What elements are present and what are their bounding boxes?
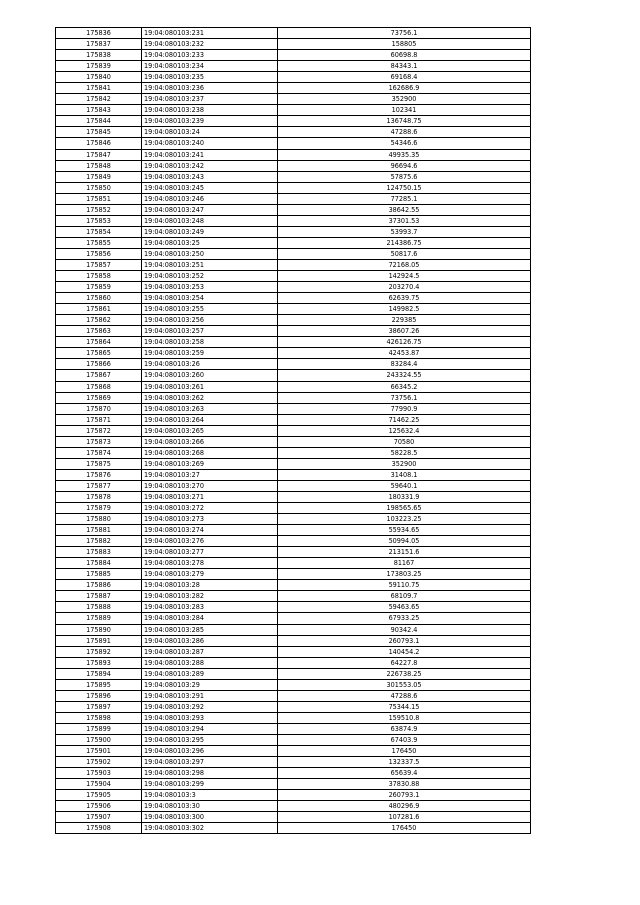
table-row bbox=[56, 812, 531, 823]
cadastral-number-cell: 19:04:080103:271 bbox=[142, 491, 278, 502]
table-row bbox=[56, 28, 531, 39]
cadastral-number-cell: 19:04:080103:24 bbox=[142, 127, 278, 138]
table-row bbox=[56, 193, 531, 204]
value-cell: 125632.4 bbox=[278, 425, 531, 436]
table-row bbox=[56, 315, 531, 326]
cadastral-number-cell: 19:04:080103:284 bbox=[142, 613, 278, 624]
cadastral-number-cell: 19:04:080103:246 bbox=[142, 193, 278, 204]
value-cell: 37830.88 bbox=[278, 779, 531, 790]
cadastral-number-cell: 19:04:080103:3 bbox=[142, 790, 278, 801]
cadastral-number-cell: 19:04:080103:239 bbox=[142, 116, 278, 127]
row-id-cell: 175838 bbox=[56, 50, 142, 61]
value-cell: 159510.8 bbox=[278, 712, 531, 723]
table-row bbox=[56, 801, 531, 812]
table-row bbox=[56, 536, 531, 547]
value-cell: 149982.5 bbox=[278, 304, 531, 315]
value-cell: 107281.6 bbox=[278, 812, 531, 823]
cadastral-number-cell: 19:04:080103:251 bbox=[142, 259, 278, 270]
cadastral-number-cell: 19:04:080103:278 bbox=[142, 558, 278, 569]
value-cell: 180331.9 bbox=[278, 491, 531, 502]
row-id-cell: 175886 bbox=[56, 580, 142, 591]
value-cell: 67403.9 bbox=[278, 735, 531, 746]
value-cell: 214386.75 bbox=[278, 237, 531, 248]
cadastral-number-cell: 19:04:080103:253 bbox=[142, 282, 278, 293]
cadastral-number-cell: 19:04:080103:233 bbox=[142, 50, 278, 61]
data-table bbox=[55, 27, 531, 834]
value-cell: 176450 bbox=[278, 823, 531, 834]
cadastral-number-cell: 19:04:080103:283 bbox=[142, 602, 278, 613]
table-row bbox=[56, 248, 531, 259]
row-id-cell: 175860 bbox=[56, 293, 142, 304]
table-row bbox=[56, 447, 531, 458]
value-cell: 260793.1 bbox=[278, 790, 531, 801]
row-id-cell: 175888 bbox=[56, 602, 142, 613]
row-id-cell: 175907 bbox=[56, 812, 142, 823]
value-cell: 83284.4 bbox=[278, 359, 531, 370]
cadastral-number-cell: 19:04:080103:277 bbox=[142, 547, 278, 558]
value-cell: 72168.05 bbox=[278, 259, 531, 270]
value-cell: 64227.8 bbox=[278, 657, 531, 668]
row-id-cell: 175849 bbox=[56, 171, 142, 182]
value-cell: 77285.1 bbox=[278, 193, 531, 204]
row-id-cell: 175853 bbox=[56, 215, 142, 226]
value-cell: 132337.5 bbox=[278, 757, 531, 768]
row-id-cell: 175862 bbox=[56, 315, 142, 326]
cadastral-number-cell: 19:04:080103:289 bbox=[142, 668, 278, 679]
row-id-cell: 175865 bbox=[56, 348, 142, 359]
row-id-cell: 175904 bbox=[56, 779, 142, 790]
value-cell: 66345.2 bbox=[278, 381, 531, 392]
table-row bbox=[56, 160, 531, 171]
row-id-cell: 175875 bbox=[56, 458, 142, 469]
row-id-cell: 175859 bbox=[56, 282, 142, 293]
value-cell: 352900 bbox=[278, 94, 531, 105]
row-id-cell: 175866 bbox=[56, 359, 142, 370]
row-id-cell: 175839 bbox=[56, 61, 142, 72]
cadastral-number-cell: 19:04:080103:297 bbox=[142, 757, 278, 768]
cadastral-number-cell: 19:04:080103:242 bbox=[142, 160, 278, 171]
value-cell: 53993.7 bbox=[278, 226, 531, 237]
row-id-cell: 175882 bbox=[56, 536, 142, 547]
row-id-cell: 175868 bbox=[56, 381, 142, 392]
table-row bbox=[56, 392, 531, 403]
row-id-cell: 175843 bbox=[56, 105, 142, 116]
value-cell: 49935.35 bbox=[278, 149, 531, 160]
table-row bbox=[56, 282, 531, 293]
table-row bbox=[56, 204, 531, 215]
value-cell: 352900 bbox=[278, 458, 531, 469]
value-cell: 124750.15 bbox=[278, 182, 531, 193]
cadastral-number-cell: 19:04:080103:279 bbox=[142, 569, 278, 580]
value-cell: 38642.55 bbox=[278, 204, 531, 215]
table-row bbox=[56, 182, 531, 193]
row-id-cell: 175857 bbox=[56, 259, 142, 270]
cadastral-number-cell: 19:04:080103:300 bbox=[142, 812, 278, 823]
row-id-cell: 175872 bbox=[56, 425, 142, 436]
row-id-cell: 175837 bbox=[56, 39, 142, 50]
table-row bbox=[56, 580, 531, 591]
row-id-cell: 175863 bbox=[56, 326, 142, 337]
table-row bbox=[56, 547, 531, 558]
value-cell: 69168.4 bbox=[278, 72, 531, 83]
row-id-cell: 175901 bbox=[56, 746, 142, 757]
value-cell: 50994.05 bbox=[278, 536, 531, 547]
table-row bbox=[56, 569, 531, 580]
row-id-cell: 175861 bbox=[56, 304, 142, 315]
cadastral-number-cell: 19:04:080103:293 bbox=[142, 712, 278, 723]
value-cell: 59110.75 bbox=[278, 580, 531, 591]
row-id-cell: 175847 bbox=[56, 149, 142, 160]
table-row bbox=[56, 116, 531, 127]
table-row bbox=[56, 39, 531, 50]
cadastral-number-cell: 19:04:080103:292 bbox=[142, 701, 278, 712]
value-cell: 50817.6 bbox=[278, 248, 531, 259]
table-row bbox=[56, 259, 531, 270]
value-cell: 301553.05 bbox=[278, 679, 531, 690]
table-row bbox=[56, 83, 531, 94]
value-cell: 260793.1 bbox=[278, 635, 531, 646]
table-row bbox=[56, 701, 531, 712]
value-cell: 55934.65 bbox=[278, 525, 531, 536]
value-cell: 243324.55 bbox=[278, 370, 531, 381]
cadastral-number-cell: 19:04:080103:243 bbox=[142, 171, 278, 182]
cadastral-number-cell: 19:04:080103:291 bbox=[142, 690, 278, 701]
table-row bbox=[56, 491, 531, 502]
table-row bbox=[56, 757, 531, 768]
row-id-cell: 175905 bbox=[56, 790, 142, 801]
row-id-cell: 175892 bbox=[56, 646, 142, 657]
cadastral-number-cell: 19:04:080103:261 bbox=[142, 381, 278, 392]
row-id-cell: 175879 bbox=[56, 503, 142, 514]
value-cell: 58228.5 bbox=[278, 447, 531, 458]
row-id-cell: 175855 bbox=[56, 237, 142, 248]
row-id-cell: 175887 bbox=[56, 591, 142, 602]
value-cell: 47288.6 bbox=[278, 127, 531, 138]
row-id-cell: 175864 bbox=[56, 337, 142, 348]
cadastral-number-cell: 19:04:080103:259 bbox=[142, 348, 278, 359]
row-id-cell: 175899 bbox=[56, 723, 142, 734]
row-id-cell: 175897 bbox=[56, 701, 142, 712]
row-id-cell: 175842 bbox=[56, 94, 142, 105]
cadastral-number-cell: 19:04:080103:294 bbox=[142, 723, 278, 734]
value-cell: 37301.53 bbox=[278, 215, 531, 226]
table-row bbox=[56, 414, 531, 425]
row-id-cell: 175854 bbox=[56, 226, 142, 237]
table-row bbox=[56, 768, 531, 779]
cadastral-number-cell: 19:04:080103:25 bbox=[142, 237, 278, 248]
value-cell: 57875.6 bbox=[278, 171, 531, 182]
row-id-cell: 175895 bbox=[56, 679, 142, 690]
cadastral-number-cell: 19:04:080103:262 bbox=[142, 392, 278, 403]
cadastral-number-cell: 19:04:080103:234 bbox=[142, 61, 278, 72]
table-row bbox=[56, 61, 531, 72]
row-id-cell: 175889 bbox=[56, 613, 142, 624]
value-cell: 426126.75 bbox=[278, 337, 531, 348]
row-id-cell: 175883 bbox=[56, 547, 142, 558]
cadastral-number-cell: 19:04:080103:249 bbox=[142, 226, 278, 237]
cadastral-number-cell: 19:04:080103:295 bbox=[142, 735, 278, 746]
value-cell: 75344.15 bbox=[278, 701, 531, 712]
cadastral-number-cell: 19:04:080103:266 bbox=[142, 436, 278, 447]
value-cell: 229385 bbox=[278, 315, 531, 326]
value-cell: 198565.65 bbox=[278, 503, 531, 514]
row-id-cell: 175890 bbox=[56, 624, 142, 635]
table-row bbox=[56, 215, 531, 226]
cadastral-number-cell: 19:04:080103:302 bbox=[142, 823, 278, 834]
value-cell: 42453.87 bbox=[278, 348, 531, 359]
table-row bbox=[56, 94, 531, 105]
row-id-cell: 175869 bbox=[56, 392, 142, 403]
value-cell: 173803.25 bbox=[278, 569, 531, 580]
row-id-cell: 175906 bbox=[56, 801, 142, 812]
value-cell: 59640.1 bbox=[278, 480, 531, 491]
value-cell: 73756.1 bbox=[278, 28, 531, 39]
row-id-cell: 175900 bbox=[56, 735, 142, 746]
value-cell: 47288.6 bbox=[278, 690, 531, 701]
value-cell: 176450 bbox=[278, 746, 531, 757]
table-row bbox=[56, 326, 531, 337]
cadastral-number-cell: 19:04:080103:265 bbox=[142, 425, 278, 436]
table-row bbox=[56, 403, 531, 414]
value-cell: 31408.1 bbox=[278, 469, 531, 480]
table-row bbox=[56, 591, 531, 602]
row-id-cell: 175898 bbox=[56, 712, 142, 723]
cadastral-number-cell: 19:04:080103:270 bbox=[142, 480, 278, 491]
value-cell: 103223.25 bbox=[278, 514, 531, 525]
value-cell: 213151.6 bbox=[278, 547, 531, 558]
row-id-cell: 175902 bbox=[56, 757, 142, 768]
cadastral-number-cell: 19:04:080103:252 bbox=[142, 271, 278, 282]
value-cell: 59463.65 bbox=[278, 602, 531, 613]
cadastral-number-cell: 19:04:080103:296 bbox=[142, 746, 278, 757]
table-row bbox=[56, 779, 531, 790]
row-id-cell: 175893 bbox=[56, 657, 142, 668]
row-id-cell: 175896 bbox=[56, 690, 142, 701]
table-row bbox=[56, 271, 531, 282]
cadastral-number-cell: 19:04:080103:299 bbox=[142, 779, 278, 790]
row-id-cell: 175881 bbox=[56, 525, 142, 536]
cadastral-number-cell: 19:04:080103:236 bbox=[142, 83, 278, 94]
cadastral-number-cell: 19:04:080103:264 bbox=[142, 414, 278, 425]
row-id-cell: 175845 bbox=[56, 127, 142, 138]
row-id-cell: 175885 bbox=[56, 569, 142, 580]
table-row bbox=[56, 679, 531, 690]
cadastral-number-cell: 19:04:080103:282 bbox=[142, 591, 278, 602]
cadastral-number-cell: 19:04:080103:272 bbox=[142, 503, 278, 514]
cadastral-number-cell: 19:04:080103:30 bbox=[142, 801, 278, 812]
cadastral-number-cell: 19:04:080103:258 bbox=[142, 337, 278, 348]
cadastral-number-cell: 19:04:080103:232 bbox=[142, 39, 278, 50]
table-row bbox=[56, 105, 531, 116]
table-row bbox=[56, 293, 531, 304]
table-row bbox=[56, 237, 531, 248]
row-id-cell: 175876 bbox=[56, 469, 142, 480]
cadastral-number-cell: 19:04:080103:273 bbox=[142, 514, 278, 525]
row-id-cell: 175894 bbox=[56, 668, 142, 679]
cadastral-number-cell: 19:04:080103:28 bbox=[142, 580, 278, 591]
row-id-cell: 175884 bbox=[56, 558, 142, 569]
value-cell: 102341 bbox=[278, 105, 531, 116]
value-cell: 203270.4 bbox=[278, 282, 531, 293]
table-row bbox=[56, 348, 531, 359]
cadastral-number-cell: 19:04:080103:248 bbox=[142, 215, 278, 226]
row-id-cell: 175891 bbox=[56, 635, 142, 646]
table-row bbox=[56, 127, 531, 138]
value-cell: 65639.4 bbox=[278, 768, 531, 779]
cadastral-number-cell: 19:04:080103:250 bbox=[142, 248, 278, 259]
table-row bbox=[56, 525, 531, 536]
cadastral-number-cell: 19:04:080103:255 bbox=[142, 304, 278, 315]
table-row bbox=[56, 624, 531, 635]
table-row bbox=[56, 138, 531, 149]
cadastral-number-cell: 19:04:080103:287 bbox=[142, 646, 278, 657]
value-cell: 71462.25 bbox=[278, 414, 531, 425]
row-id-cell: 175850 bbox=[56, 182, 142, 193]
cadastral-number-cell: 19:04:080103:260 bbox=[142, 370, 278, 381]
table-row bbox=[56, 304, 531, 315]
table-row bbox=[56, 436, 531, 447]
value-cell: 38607.26 bbox=[278, 326, 531, 337]
table-row bbox=[56, 613, 531, 624]
cadastral-number-cell: 19:04:080103:285 bbox=[142, 624, 278, 635]
table-row bbox=[56, 381, 531, 392]
value-cell: 136748.75 bbox=[278, 116, 531, 127]
row-id-cell: 175903 bbox=[56, 768, 142, 779]
row-id-cell: 175836 bbox=[56, 28, 142, 39]
table-row bbox=[56, 690, 531, 701]
row-id-cell: 175840 bbox=[56, 72, 142, 83]
value-cell: 84343.1 bbox=[278, 61, 531, 72]
table-row bbox=[56, 746, 531, 757]
table-row bbox=[56, 226, 531, 237]
value-cell: 96694.6 bbox=[278, 160, 531, 171]
table-row bbox=[56, 458, 531, 469]
value-cell: 73756.1 bbox=[278, 392, 531, 403]
row-id-cell: 175846 bbox=[56, 138, 142, 149]
row-id-cell: 175874 bbox=[56, 447, 142, 458]
table-row bbox=[56, 480, 531, 491]
value-cell: 162686.9 bbox=[278, 83, 531, 94]
value-cell: 68109.7 bbox=[278, 591, 531, 602]
row-id-cell: 175867 bbox=[56, 370, 142, 381]
cadastral-number-cell: 19:04:080103:238 bbox=[142, 105, 278, 116]
value-cell: 60698.8 bbox=[278, 50, 531, 61]
value-cell: 158805 bbox=[278, 39, 531, 50]
cadastral-number-cell: 19:04:080103:26 bbox=[142, 359, 278, 370]
value-cell: 90342.4 bbox=[278, 624, 531, 635]
table-row bbox=[56, 72, 531, 83]
cadastral-number-cell: 19:04:080103:269 bbox=[142, 458, 278, 469]
cadastral-number-cell: 19:04:080103:241 bbox=[142, 149, 278, 160]
cadastral-number-cell: 19:04:080103:235 bbox=[142, 72, 278, 83]
cadastral-number-cell: 19:04:080103:29 bbox=[142, 679, 278, 690]
row-id-cell: 175841 bbox=[56, 83, 142, 94]
table-row bbox=[56, 823, 531, 834]
row-id-cell: 175878 bbox=[56, 491, 142, 502]
table-row bbox=[56, 735, 531, 746]
cadastral-number-cell: 19:04:080103:286 bbox=[142, 635, 278, 646]
value-cell: 81167 bbox=[278, 558, 531, 569]
value-cell: 54346.6 bbox=[278, 138, 531, 149]
table-row bbox=[56, 646, 531, 657]
table-row bbox=[56, 712, 531, 723]
table-row bbox=[56, 790, 531, 801]
cadastral-number-cell: 19:04:080103:254 bbox=[142, 293, 278, 304]
table-row bbox=[56, 171, 531, 182]
cadastral-number-cell: 19:04:080103:288 bbox=[142, 657, 278, 668]
row-id-cell: 175851 bbox=[56, 193, 142, 204]
row-id-cell: 175852 bbox=[56, 204, 142, 215]
value-cell: 140454.2 bbox=[278, 646, 531, 657]
cadastral-number-cell: 19:04:080103:268 bbox=[142, 447, 278, 458]
cadastral-number-cell: 19:04:080103:257 bbox=[142, 326, 278, 337]
row-id-cell: 175870 bbox=[56, 403, 142, 414]
table-row bbox=[56, 503, 531, 514]
cadastral-number-cell: 19:04:080103:247 bbox=[142, 204, 278, 215]
cadastral-number-cell: 19:04:080103:263 bbox=[142, 403, 278, 414]
table-row bbox=[56, 657, 531, 668]
value-cell: 77990.9 bbox=[278, 403, 531, 414]
table-row bbox=[56, 723, 531, 734]
value-cell: 480296.9 bbox=[278, 801, 531, 812]
cadastral-number-cell: 19:04:080103:274 bbox=[142, 525, 278, 536]
table-row bbox=[56, 149, 531, 160]
table-row bbox=[56, 635, 531, 646]
row-id-cell: 175856 bbox=[56, 248, 142, 259]
cadastral-number-cell: 19:04:080103:231 bbox=[142, 28, 278, 39]
table-row bbox=[56, 668, 531, 679]
value-cell: 70580 bbox=[278, 436, 531, 447]
table-row bbox=[56, 558, 531, 569]
cadastral-number-cell: 19:04:080103:298 bbox=[142, 768, 278, 779]
row-id-cell: 175844 bbox=[56, 116, 142, 127]
table-row bbox=[56, 514, 531, 525]
row-id-cell: 175848 bbox=[56, 160, 142, 171]
table-row bbox=[56, 359, 531, 370]
value-cell: 142924.5 bbox=[278, 271, 531, 282]
table-row bbox=[56, 337, 531, 348]
cadastral-number-cell: 19:04:080103:256 bbox=[142, 315, 278, 326]
value-cell: 62639.75 bbox=[278, 293, 531, 304]
cadastral-number-cell: 19:04:080103:27 bbox=[142, 469, 278, 480]
row-id-cell: 175880 bbox=[56, 514, 142, 525]
table-row bbox=[56, 469, 531, 480]
row-id-cell: 175871 bbox=[56, 414, 142, 425]
value-cell: 226738.25 bbox=[278, 668, 531, 679]
row-id-cell: 175877 bbox=[56, 480, 142, 491]
row-id-cell: 175908 bbox=[56, 823, 142, 834]
table-body bbox=[56, 28, 531, 834]
cadastral-number-cell: 19:04:080103:240 bbox=[142, 138, 278, 149]
value-cell: 67933.25 bbox=[278, 613, 531, 624]
table-row bbox=[56, 602, 531, 613]
value-cell: 63874.9 bbox=[278, 723, 531, 734]
table-row bbox=[56, 50, 531, 61]
row-id-cell: 175858 bbox=[56, 271, 142, 282]
cadastral-number-cell: 19:04:080103:237 bbox=[142, 94, 278, 105]
table-row bbox=[56, 425, 531, 436]
table-row bbox=[56, 370, 531, 381]
row-id-cell: 175873 bbox=[56, 436, 142, 447]
cadastral-number-cell: 19:04:080103:245 bbox=[142, 182, 278, 193]
cadastral-number-cell: 19:04:080103:276 bbox=[142, 536, 278, 547]
